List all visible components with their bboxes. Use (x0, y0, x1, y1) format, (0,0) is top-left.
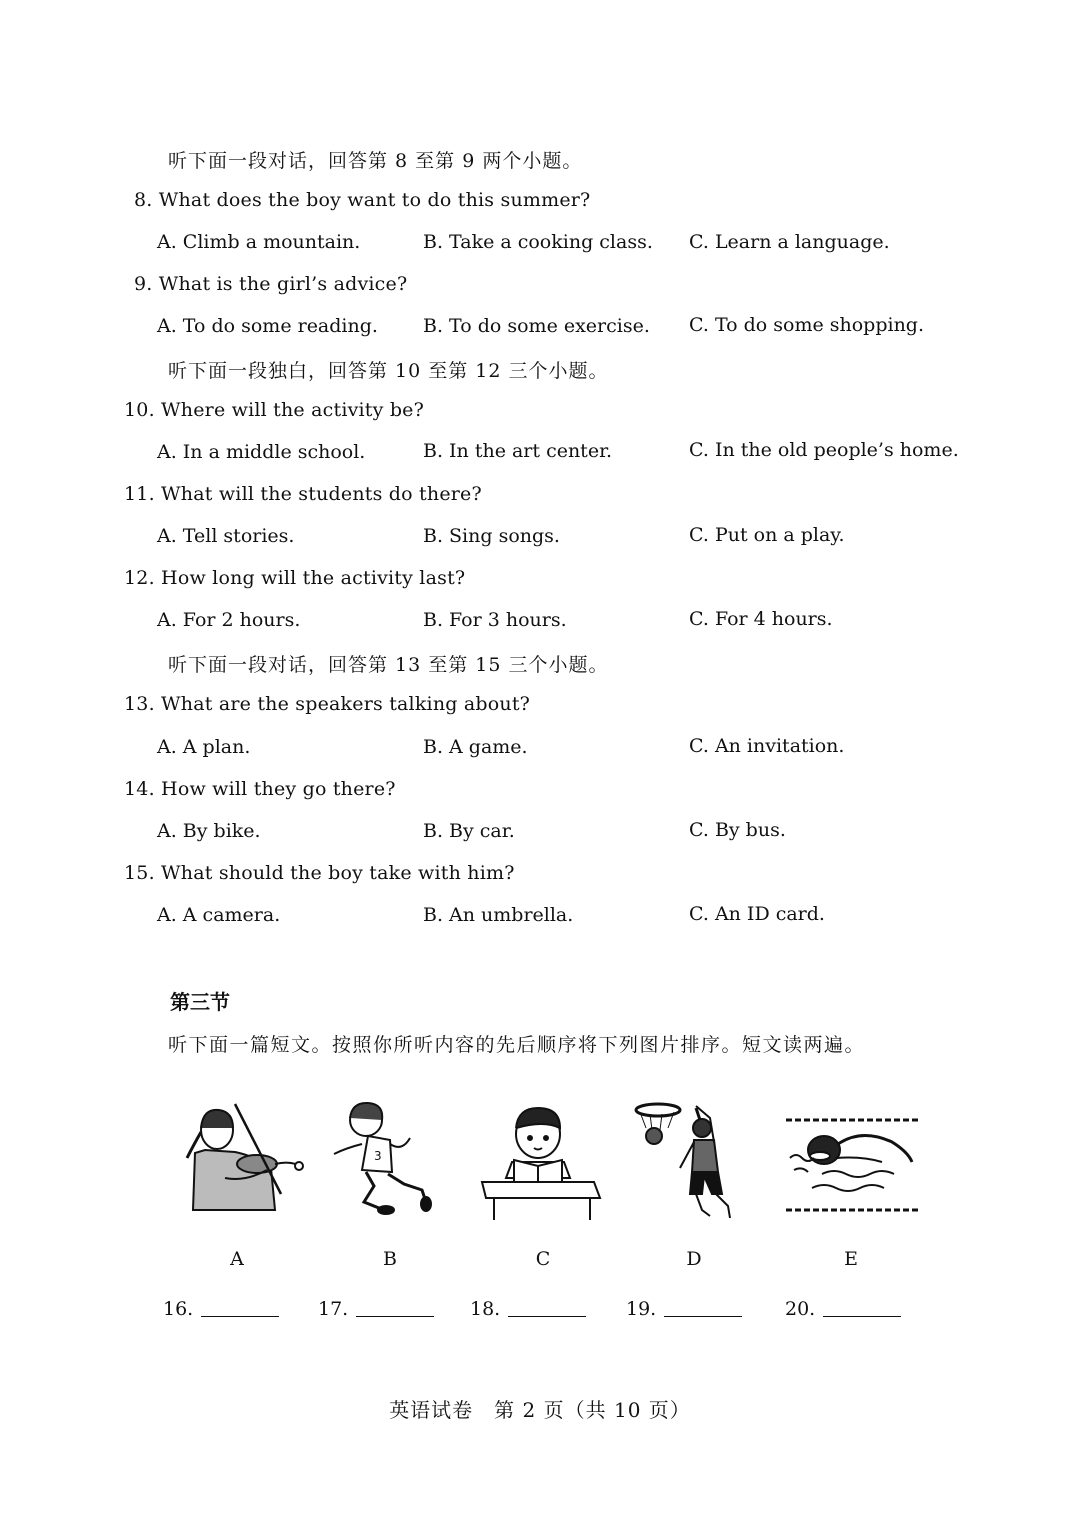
option-10a: A. In a middle school. (157, 441, 366, 463)
question-14: 14. How will they go there? (124, 778, 396, 800)
option-11a: A. Tell stories. (157, 525, 295, 547)
question-8: 8. What does the boy want to do this summer? (134, 189, 591, 211)
section-title: 第三节 (170, 990, 230, 1014)
picture-label-b: B (383, 1248, 397, 1270)
answer-line[interactable] (823, 1316, 901, 1317)
option-11c: C. Put on a play. (689, 524, 845, 546)
question-10: 10. Where will the activity be? (124, 399, 425, 421)
option-13c: C. An invitation. (689, 735, 845, 757)
answer-number: 17. (318, 1298, 349, 1320)
reading-boy-icon (474, 1098, 614, 1223)
question-9: 9. What is the girl’s advice? (134, 273, 408, 295)
option-9b: B. To do some exercise. (423, 315, 650, 337)
option-9c: C. To do some shopping. (689, 314, 925, 336)
option-11b: B. Sing songs. (423, 525, 560, 547)
option-12a: A. For 2 hours. (157, 609, 301, 631)
answer-line[interactable] (201, 1316, 279, 1317)
question-11: 11. What will the students do there? (124, 483, 482, 505)
answer-number: 18. (470, 1298, 501, 1320)
question-13: 13. What are the speakers talking about? (124, 693, 531, 715)
running-boy-icon (326, 1098, 466, 1223)
answer-blank-20[interactable] (785, 1298, 901, 1320)
picture-label-d: D (686, 1248, 702, 1270)
section-instruction: 听下面一篇短文。按照你所听内容的先后顺序将下列图片排序。短文读两遍。 (168, 1034, 866, 1056)
option-10c: C. In the old people’s home. (689, 439, 959, 461)
picture-label-c: C (535, 1248, 551, 1270)
svg-text:3: 3 (374, 1149, 382, 1163)
violin-girl-icon (175, 1098, 315, 1223)
option-12c: C. For 4 hours. (689, 608, 833, 630)
question-15: 15. What should the boy take with him? (124, 862, 515, 884)
option-15c: C. An ID card. (689, 903, 825, 925)
instruction-dialogue-8-9: 听下面一段对话，回答第 8 至第 9 两个小题。 (168, 150, 583, 172)
option-9a: A. To do some reading. (157, 315, 378, 337)
answer-blank-17[interactable] (318, 1298, 434, 1320)
option-15a: A. A camera. (157, 904, 281, 926)
option-8c: C. Learn a language. (689, 231, 890, 253)
answer-number: 20. (785, 1298, 816, 1320)
option-12b: B. For 3 hours. (423, 609, 567, 631)
answer-number: 19. (626, 1298, 657, 1320)
option-14b: B. By car. (423, 820, 515, 842)
answer-number: 16. (163, 1298, 194, 1320)
answer-line[interactable] (356, 1316, 434, 1317)
page-footer: 英语试卷 第 2 页（共 10 页） (389, 1398, 691, 1422)
option-13a: A. A plan. (157, 736, 251, 758)
answer-blank-18[interactable] (470, 1298, 586, 1320)
option-14a: A. By bike. (157, 820, 261, 842)
answer-blank-19[interactable] (626, 1298, 742, 1320)
swimmer-icon (782, 1098, 922, 1223)
basketball-player-icon (630, 1098, 770, 1223)
option-13b: B. A game. (423, 736, 528, 758)
answer-line[interactable] (508, 1316, 586, 1317)
instruction-monologue-10-12: 听下面一段独白，回答第 10 至第 12 三个小题。 (168, 360, 609, 382)
picture-label-a: A (230, 1248, 244, 1270)
answer-blank-16[interactable] (163, 1298, 279, 1320)
option-15b: B. An umbrella. (423, 904, 574, 926)
option-8b: B. Take a cooking class. (423, 231, 653, 253)
option-10b: B. In the art center. (423, 440, 613, 462)
question-12: 12. How long will the activity last? (124, 567, 466, 589)
instruction-dialogue-13-15: 听下面一段对话，回答第 13 至第 15 三个小题。 (168, 654, 609, 676)
option-8a: A. Climb a mountain. (157, 231, 361, 253)
option-14c: C. By bus. (689, 819, 786, 841)
picture-label-e: E (844, 1248, 858, 1270)
answer-line[interactable] (664, 1316, 742, 1317)
